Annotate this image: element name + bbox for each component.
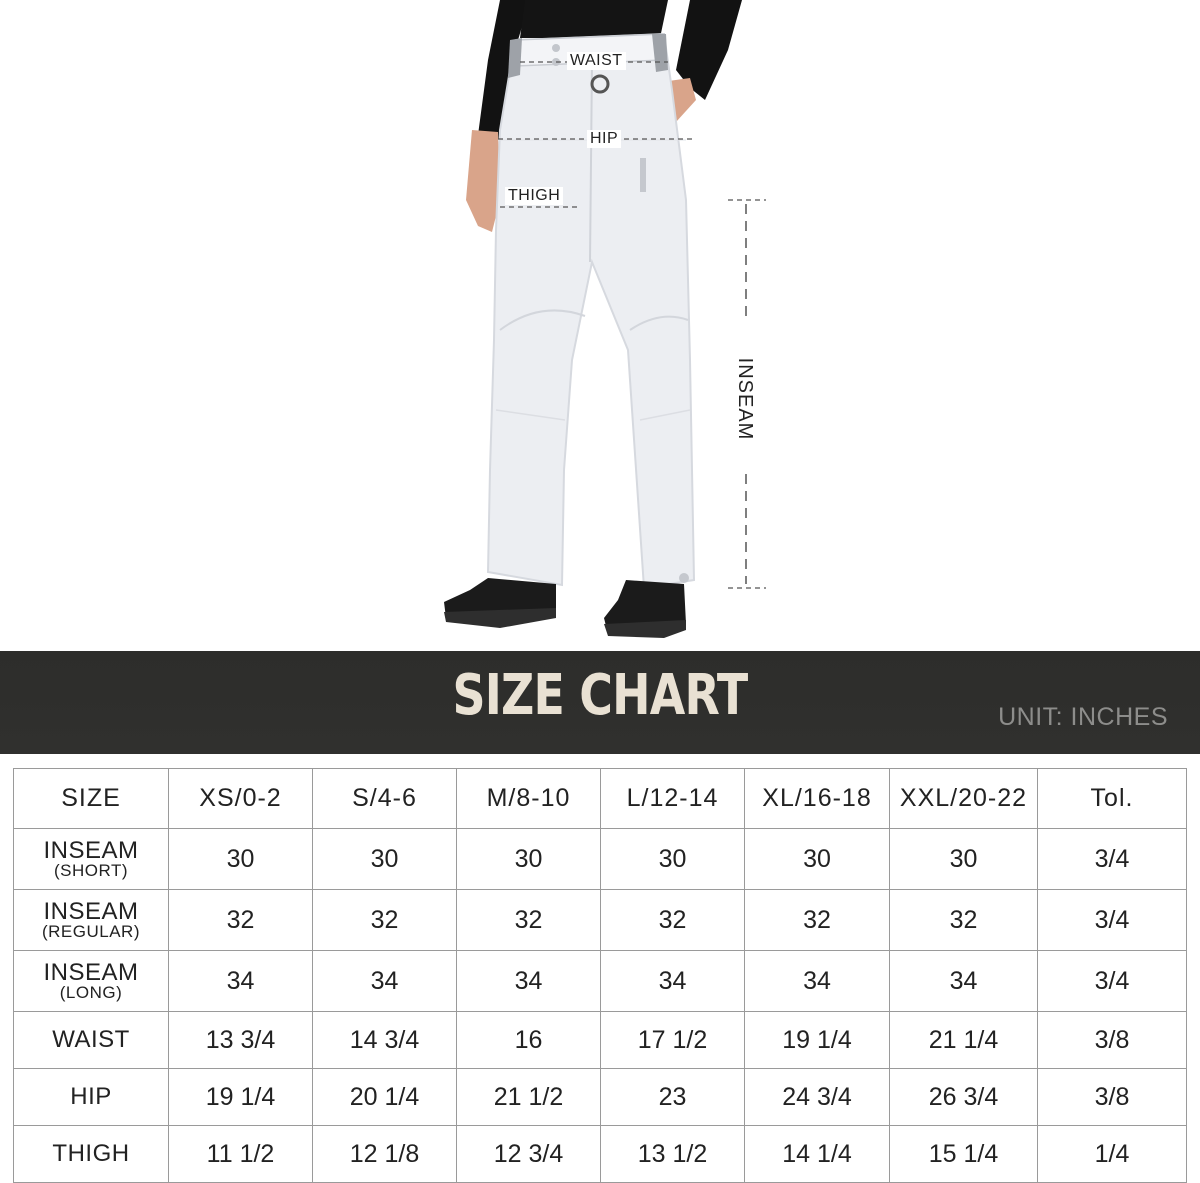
- row-label-sub: (SHORT): [53, 860, 128, 880]
- tolerance-cell: 3/4: [1038, 951, 1187, 1012]
- header-cell: XL/16-18: [745, 769, 890, 829]
- waist-label: WAIST: [567, 52, 626, 70]
- value-cell: 30: [313, 829, 457, 890]
- row-label-main: WAIST: [52, 1026, 130, 1053]
- header-cell: XXL/20-22: [890, 769, 1038, 829]
- table-row: [14, 951, 1187, 1012]
- value-cell: 14 3/4: [313, 1012, 457, 1069]
- inseam-label: INSEAM: [734, 357, 756, 441]
- value-cell: 30: [745, 829, 890, 890]
- value-cell: 11 1/2: [169, 1126, 313, 1183]
- value-cell: 24 3/4: [745, 1069, 890, 1126]
- row-label-main: THIGH: [52, 1140, 130, 1167]
- value-cell: 14 1/4: [745, 1126, 890, 1183]
- value-cell: 13 3/4: [169, 1012, 313, 1069]
- table-row: [14, 1069, 1187, 1126]
- value-cell: 15 1/4: [890, 1126, 1038, 1183]
- header-cell: XS/0-2: [169, 769, 313, 829]
- value-cell: 13 1/2: [601, 1126, 745, 1183]
- table-header-row: [14, 769, 1187, 829]
- value-cell: 12 3/4: [457, 1126, 601, 1183]
- header-cell: S/4-6: [313, 769, 457, 829]
- value-cell: 30: [457, 829, 601, 890]
- row-label-sub: (LONG): [59, 982, 123, 1002]
- value-cell: 23: [601, 1069, 745, 1126]
- hip-label: HIP: [587, 130, 621, 148]
- tolerance-cell: 3/4: [1038, 890, 1187, 951]
- size-table: [13, 768, 1187, 1183]
- value-cell: 21 1/4: [890, 1012, 1038, 1069]
- tolerance-cell: 3/8: [1038, 1069, 1187, 1126]
- value-cell: 30: [890, 829, 1038, 890]
- value-cell: 26 3/4: [890, 1069, 1038, 1126]
- row-label: [14, 890, 169, 951]
- value-cell: 34: [313, 951, 457, 1012]
- value-cell: 34: [745, 951, 890, 1012]
- value-cell: 34: [457, 951, 601, 1012]
- row-label: [14, 951, 169, 1012]
- row-label-main: INSEAM: [43, 836, 139, 864]
- tolerance-cell: 1/4: [1038, 1126, 1187, 1183]
- value-cell: 19 1/4: [745, 1012, 890, 1069]
- unit-label: UNIT: INCHES: [998, 703, 1168, 731]
- thigh-label: THIGH: [505, 187, 563, 205]
- value-cell: 34: [169, 951, 313, 1012]
- value-cell: 30: [601, 829, 745, 890]
- row-label: [14, 1069, 169, 1126]
- header-size: SIZE: [14, 769, 169, 829]
- table-row: [14, 829, 1187, 890]
- size-chart-banner: [0, 651, 1200, 754]
- value-cell: 32: [313, 890, 457, 951]
- row-label: [14, 1012, 169, 1069]
- tolerance-cell: 3/8: [1038, 1012, 1187, 1069]
- header-cell: Tol.: [1038, 769, 1187, 829]
- row-label: [14, 1126, 169, 1183]
- value-cell: 32: [601, 890, 745, 951]
- value-cell: 32: [457, 890, 601, 951]
- torso: [520, 0, 668, 38]
- table-row: [14, 1012, 1187, 1069]
- table-body: [14, 829, 1187, 1183]
- left-hand: [466, 130, 500, 232]
- value-cell: 12 1/8: [313, 1126, 457, 1183]
- row-label-main: INSEAM: [43, 897, 139, 925]
- row-label: [14, 829, 169, 890]
- row-label-main: INSEAM: [43, 958, 139, 986]
- row-label-main: HIP: [70, 1083, 112, 1110]
- value-cell: 30: [169, 829, 313, 890]
- value-cell: 21 1/2: [457, 1069, 601, 1126]
- table-row: [14, 890, 1187, 951]
- value-cell: 32: [169, 890, 313, 951]
- header-cell: L/12-14: [601, 769, 745, 829]
- value-cell: 19 1/4: [169, 1069, 313, 1126]
- value-cell: 20 1/4: [313, 1069, 457, 1126]
- tolerance-cell: 3/4: [1038, 829, 1187, 890]
- value-cell: 16: [457, 1012, 601, 1069]
- value-cell: 17 1/2: [601, 1012, 745, 1069]
- value-cell: 32: [890, 890, 1038, 951]
- value-cell: 34: [601, 951, 745, 1012]
- banner-title: SIZE CHART: [452, 663, 748, 728]
- header-cell: M/8-10: [457, 769, 601, 829]
- row-label-sub: (REGULAR): [41, 921, 140, 941]
- value-cell: 32: [745, 890, 890, 951]
- table-row: [14, 1126, 1187, 1183]
- value-cell: 34: [890, 951, 1038, 1012]
